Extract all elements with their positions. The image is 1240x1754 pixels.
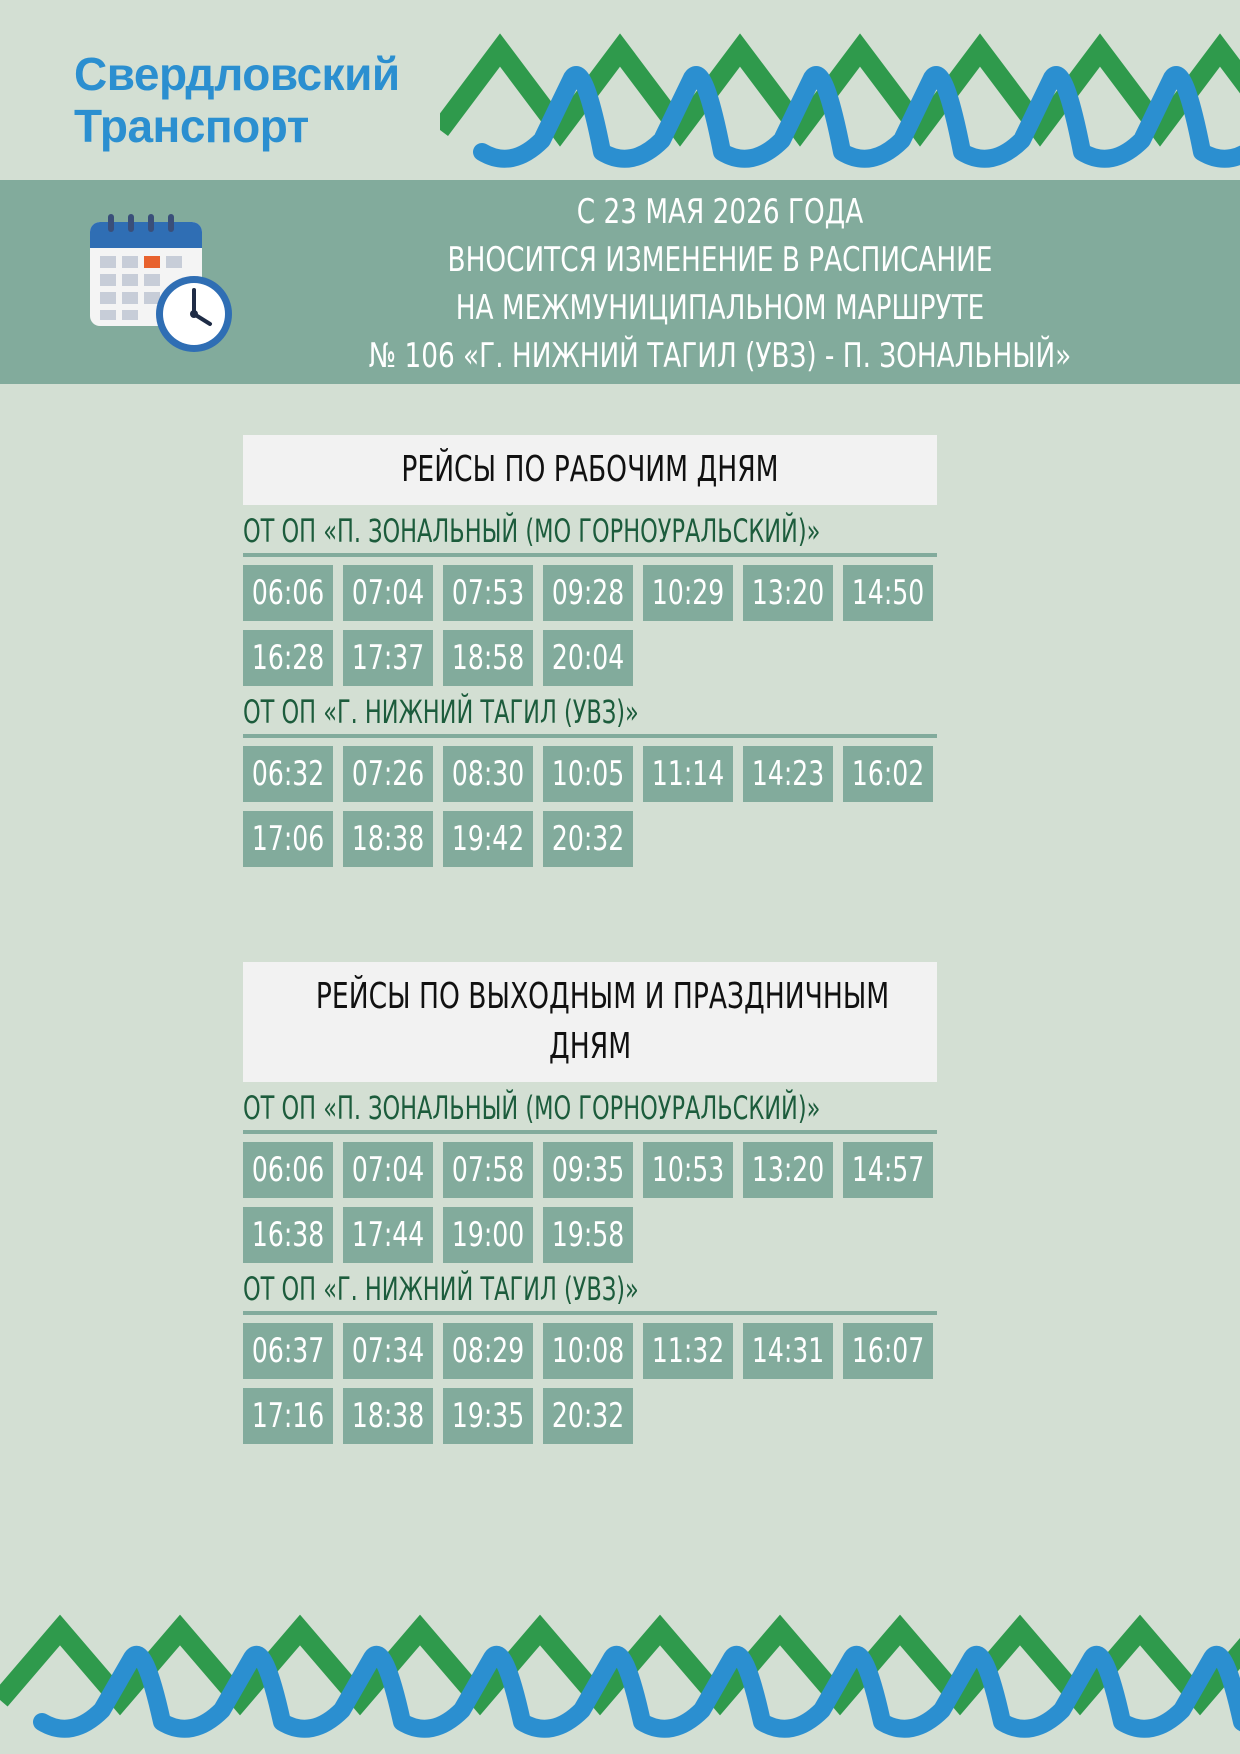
time-cell: 13:20 xyxy=(743,565,833,621)
weekday-tagil-times xyxy=(243,746,937,867)
time-cell: 10:05 xyxy=(543,746,633,802)
time-cell: 06:37 xyxy=(243,1323,333,1379)
banner-line-2: ВНОСИТСЯ ИЗМЕНЕНИЕ В РАСПИСАНИЕ xyxy=(447,240,993,280)
time-cell: 10:29 xyxy=(643,565,733,621)
time-cell: 17:16 xyxy=(243,1388,333,1444)
time-cell: 09:28 xyxy=(543,565,633,621)
time-cell: 14:50 xyxy=(843,565,933,621)
time-cell: 10:53 xyxy=(643,1142,733,1198)
time-cell: 19:42 xyxy=(443,811,533,867)
weekday-zonalny-times xyxy=(243,565,937,686)
time-cell: 07:34 xyxy=(343,1323,433,1379)
ornament-top xyxy=(440,0,1240,175)
weekday-stop-tagil: ОТ ОП «Г. НИЖНИЙ ТАГИЛ (УВЗ)» xyxy=(243,693,639,731)
time-cell: 20:04 xyxy=(543,630,633,686)
time-cell: 20:32 xyxy=(543,811,633,867)
time-cell: 07:58 xyxy=(443,1142,533,1198)
calendar-clock-icon xyxy=(86,210,236,360)
weekend-stop-tagil: ОТ ОП «Г. НИЖНИЙ ТАГИЛ (УВЗ)» xyxy=(243,1270,639,1308)
time-cell: 17:06 xyxy=(243,811,333,867)
time-cell: 13:20 xyxy=(743,1142,833,1198)
time-cell: 08:29 xyxy=(443,1323,533,1379)
time-cell: 06:06 xyxy=(243,565,333,621)
time-cell: 14:23 xyxy=(743,746,833,802)
time-cell: 06:32 xyxy=(243,746,333,802)
divider xyxy=(243,734,937,738)
time-cell: 20:32 xyxy=(543,1388,633,1444)
time-cell: 14:57 xyxy=(843,1142,933,1198)
divider xyxy=(243,1311,937,1315)
time-cell: 11:32 xyxy=(643,1323,733,1379)
divider xyxy=(243,1130,937,1134)
weekend-zonalny-times xyxy=(243,1142,937,1263)
time-cell: 06:06 xyxy=(243,1142,333,1198)
banner-line-3: НА МЕЖМУНИЦИПАЛЬНОМ МАРШРУТЕ xyxy=(455,288,985,328)
time-cell: 08:30 xyxy=(443,746,533,802)
time-cell: 17:44 xyxy=(343,1207,433,1263)
time-cell: 19:00 xyxy=(443,1207,533,1263)
brand-line-1: Свердловский xyxy=(74,48,400,100)
time-cell: 10:08 xyxy=(543,1323,633,1379)
time-cell: 11:14 xyxy=(643,746,733,802)
time-cell: 19:35 xyxy=(443,1388,533,1444)
time-cell: 14:31 xyxy=(743,1323,833,1379)
weekday-stop-zonalny: ОТ ОП «П. ЗОНАЛЬНЫЙ (МО ГОРНОУРАЛЬСКИЙ)» xyxy=(243,512,821,550)
divider xyxy=(243,553,937,557)
banner-line-4: № 106 «Г. НИЖНИЙ ТАГИЛ (УВЗ) - П. ЗОНАЛЬНЫЙ» xyxy=(368,336,1072,376)
brand-logo xyxy=(74,48,400,152)
time-cell: 07:04 xyxy=(343,565,433,621)
time-cell: 16:07 xyxy=(843,1323,933,1379)
time-cell: 16:38 xyxy=(243,1207,333,1263)
time-cell: 17:37 xyxy=(343,630,433,686)
ornament-bottom xyxy=(0,1610,1240,1754)
banner-text xyxy=(250,188,1190,380)
time-cell: 16:28 xyxy=(243,630,333,686)
time-cell: 18:38 xyxy=(343,1388,433,1444)
weekday-section xyxy=(243,435,937,867)
time-cell: 18:38 xyxy=(343,811,433,867)
brand-line-2: Транспорт xyxy=(74,100,309,152)
weekday-title: РЕЙСЫ ПО РАБОЧИМ ДНЯМ xyxy=(243,435,937,505)
time-cell: 19:58 xyxy=(543,1207,633,1263)
time-cell: 16:02 xyxy=(843,746,933,802)
time-cell: 18:58 xyxy=(443,630,533,686)
time-cell: 07:53 xyxy=(443,565,533,621)
weekend-stop-zonalny: ОТ ОП «П. ЗОНАЛЬНЫЙ (МО ГОРНОУРАЛЬСКИЙ)» xyxy=(243,1089,821,1127)
weekend-title: РЕЙСЫ ПО ВЫХОДНЫМ И ПРАЗДНИЧНЫМ ДНЯМ xyxy=(243,962,937,1082)
time-cell: 07:26 xyxy=(343,746,433,802)
banner-line-1: С 23 МАЯ 2026 ГОДА xyxy=(576,192,864,232)
time-cell: 09:35 xyxy=(543,1142,633,1198)
weekend-tagil-times xyxy=(243,1323,937,1444)
weekend-section xyxy=(243,962,937,1444)
time-cell: 07:04 xyxy=(343,1142,433,1198)
